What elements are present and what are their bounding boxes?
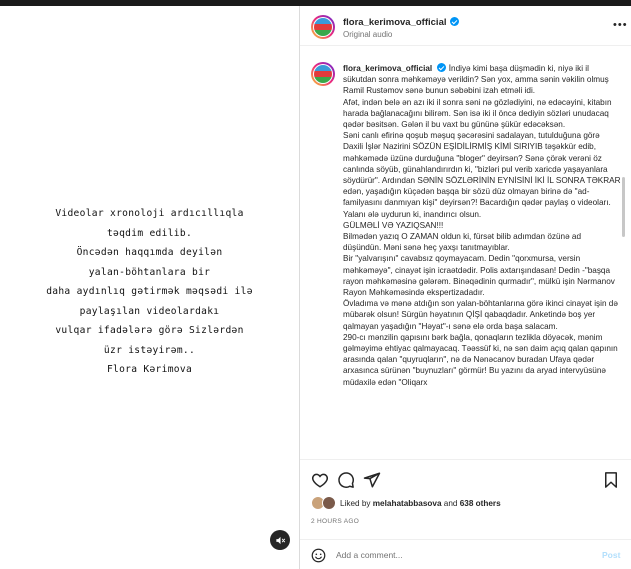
scrollbar-thumb[interactable] <box>622 177 625 237</box>
video-text-line: Öncədən haqqımda deyilən <box>76 247 223 258</box>
mute-button[interactable] <box>270 530 290 550</box>
video-text-line: paylaşılan videolardakı <box>79 305 220 317</box>
post-timestamp[interactable]: 2 HOURS AGO <box>311 518 360 525</box>
video-text-line: təqdim edilib. <box>106 227 193 239</box>
share-icon[interactable] <box>363 471 381 489</box>
video-text-line: üzr istəyirəm.. <box>103 344 196 356</box>
caption-text <box>343 63 621 388</box>
caption-scrollbar[interactable] <box>622 57 625 459</box>
emoji-icon[interactable] <box>311 548 326 563</box>
video-text-line: Videolar xronoloji ardıcıllıqla <box>55 208 244 219</box>
liker-avatar[interactable] <box>322 496 336 510</box>
caption-paragraph: 290-cı mənzilin qapısını bərk bağla, qonaqların tezlikla döyəcək, mənim gəlməyimə ehtiyac qalmayacaq. Təəssüf ki, nə sən daim açıq qalan qapının arasında qalan "quyruqların", nə də Nənəcanov buradan Ufaya qədər arxasınca sürünən "buynuzları" görmür! Bu yazını da aryad intervyüsünə müdaxilə edən "Oliqarx <box>343 332 618 387</box>
header-username[interactable] <box>343 17 459 28</box>
video-text-line: Flora Kərimova <box>106 364 193 375</box>
caption-area[interactable] <box>300 57 631 459</box>
caption-paragraph: Afət, indən belə ən azı iki il sonra səni nə gözlədiyini, nə edəcəyini, kitabın harada bağlanacağını bilirəm. Sən isə iki il öncə dediyin sözləri unudacaq qədər bəsitsən. Gələn il bu vaxt bu gününə şükür edəcəksən. <box>343 97 612 130</box>
likes-row <box>300 496 631 514</box>
comment-icon[interactable] <box>337 471 355 489</box>
video-pane[interactable] <box>0 6 299 569</box>
video-text-line: vulqar ifadələrə görə Sizlərdən <box>55 325 244 336</box>
likes-middle: and <box>441 499 460 508</box>
likes-prefix: Liked by <box>340 499 373 508</box>
caption-paragraph: Bilmədən yazıq O ZAMAN oldun ki, fürsət bilib adımdan özünə ad düşündün. Məni sənə heç yaxşı tanıtmayıblar. <box>343 232 582 253</box>
likes-others-link[interactable]: 638 others <box>459 499 501 508</box>
avatar[interactable] <box>311 62 335 86</box>
bookmark-icon[interactable] <box>602 471 620 489</box>
caption-first-paragraph: İndiyə kimi başa düşmədin ki, niyə iki il sükutdan sonra məhkəməyə verildin? Sən yox, amma sənin vəkilin olmuş Ramil Rustəmov sənə bunun səbəbini izah etməli idi. <box>343 64 609 96</box>
post-header <box>300 6 631 46</box>
comment-bar <box>300 539 631 569</box>
post-comment-button[interactable]: Post <box>602 550 621 560</box>
username-text[interactable]: flora_kerimova_official <box>343 17 447 28</box>
video-overlay-text <box>0 204 299 380</box>
verified-badge-icon <box>437 63 446 72</box>
more-options-icon[interactable]: ••• <box>613 19 628 31</box>
likes-summary <box>340 499 501 508</box>
action-bar <box>300 459 631 499</box>
heart-icon[interactable] <box>311 471 329 489</box>
caption-paragraph: Bir "yalvarışını" cavabsız qoymayacam. Dedin "qorxmursa, versin məhkəməyə", cinayət işin icraətdədir. Polis axtarışındasan! Dedin -"başqa rayon məhkəməsinə gələrəm. Binəqədinin qurmadır", mülkü işin Nərmanov Rayon Məhkəməsində ekspertizadadır. <box>343 254 615 298</box>
verified-badge-icon <box>450 17 459 26</box>
liker-username[interactable]: melahatabbasova <box>372 499 442 508</box>
avatar[interactable] <box>311 15 335 39</box>
caption-paragraph: Övladıma və mənə atdığın son yalan-böhtanlarına görə ikinci cinayət işin də mübarək olsun! Sürgün həyatının QİŞİ qabaqdadır. Anketində boş yer qalmayan yaşadığın "Həyat"-ı sənə elə orda başa salacam. <box>343 299 618 331</box>
original-audio-link[interactable]: Original audio <box>343 30 393 39</box>
post-details-panel <box>300 6 631 569</box>
caption-paragraph: GÜLMƏLİ VƏ YAZIQSAN!!! <box>343 220 444 230</box>
speaker-muted-icon <box>275 535 286 546</box>
caption-username[interactable]: flora_kerimova_official <box>343 64 433 73</box>
video-text-line: daha aydınlıq gətirmək məqsədi ilə <box>46 286 253 297</box>
comment-input[interactable] <box>336 547 586 563</box>
caption-paragraph: Səni canlı efirinə qoşub məşuq şəcərəsini sadalayan, tutulduğuna görə Daxili İşlər Nazirini SÖZÜN EŞİDİLİRMİŞ KİMİ SIRIYIB təşəkkür edib, məhkəmədə üzünə durduğuna "bloger" deyirsən? Sənə çörək verəni öz canlında söyüb, günahlandırırdın ki, "bizləri pul verib xaricdə yaşayanlara söydürür". Ardından SƏNİN SÖZLƏRİNİN EYNİSİNİ İKİ İL SONRA TƏKRAR edən, yaşadığın küçədən başqa bir sözü düz olmayan birinə də "ad-familyasını danmıyan kişi" deyirsən?! Bacardığın qədər paylaş o videoları. Yalanı ələ uydurun ki, inandırıcı olsun. <box>343 131 621 219</box>
video-text-line: yalan-böhtanlara bir <box>88 266 211 278</box>
